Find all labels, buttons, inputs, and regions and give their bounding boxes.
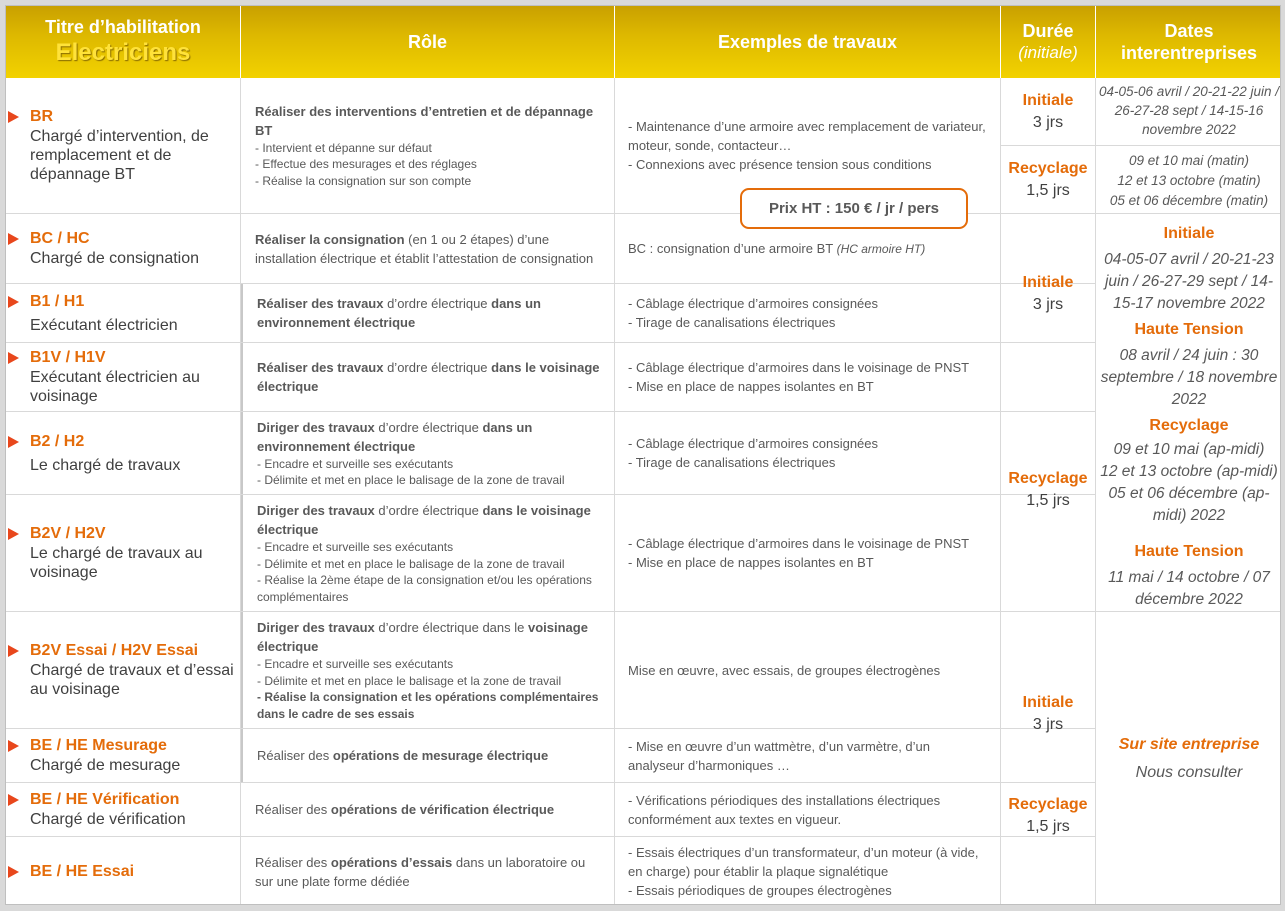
duration-cell bbox=[1001, 214, 1096, 612]
dates-text: 11 mai / 14 octobre / 07 décembre 2022 bbox=[1108, 569, 1270, 608]
role-text bbox=[257, 294, 604, 332]
header-duration bbox=[1001, 6, 1096, 78]
table-row bbox=[6, 412, 1096, 495]
dates-heading: Haute Tension bbox=[1134, 321, 1244, 338]
example-main: BC : consignation d’une armoire BT bbox=[628, 240, 837, 256]
role-text bbox=[257, 501, 604, 539]
habilitation-code: BC / HC bbox=[30, 229, 240, 249]
role-item: - Effectue des mesurages et des réglages bbox=[255, 157, 477, 172]
role-bold: Diriger des travaux bbox=[257, 419, 375, 435]
example-item: - Maintenance d’une armoire avec remplacement de variateur, moteur, sonde, contacteur… bbox=[628, 119, 986, 153]
header-dates bbox=[1096, 6, 1281, 78]
habilitation-table bbox=[5, 5, 1281, 905]
role-text bbox=[255, 800, 604, 819]
duration-cell bbox=[1001, 612, 1096, 905]
example-item: - Câblage électrique d’armoires consignées bbox=[628, 436, 879, 451]
dates-heading: Recyclage bbox=[1149, 417, 1229, 434]
example-item: - Essais périodiques de groupes électrogènes bbox=[628, 883, 892, 898]
duration-cell bbox=[1001, 78, 1096, 146]
role-text bbox=[257, 358, 604, 396]
role-bold: Diriger des travaux bbox=[257, 503, 375, 518]
duration-label: Recyclage bbox=[1008, 796, 1088, 813]
header-title bbox=[6, 6, 241, 78]
role-pre: Réaliser des bbox=[255, 802, 331, 817]
role-item: - Encadre et surveille ses exécutants bbox=[257, 456, 454, 471]
duration-value: 1,5 jrs bbox=[1026, 181, 1070, 199]
duration-value: 1,5 jrs bbox=[1026, 818, 1070, 835]
dates-text: 05 et 06 décembre (ap-midi) 2022 bbox=[1108, 485, 1270, 524]
role-item: - Réalise la consignation sur son compte bbox=[255, 173, 472, 188]
role-item: - Délimite et met en place le balisage de la zone de travail bbox=[257, 556, 565, 571]
table-row bbox=[6, 495, 1096, 612]
role-text bbox=[257, 418, 604, 456]
duration-label: Initiale bbox=[1022, 91, 1074, 109]
table-row bbox=[6, 284, 1096, 343]
example-item: - Tirage de canalisations électriques bbox=[628, 455, 836, 470]
header-examples bbox=[615, 6, 1001, 78]
dates-heading: Haute Tension bbox=[1134, 543, 1244, 560]
role-post: dans un laboratoire ou sur une plate forme dédiée bbox=[255, 854, 586, 889]
role-bold: opérations de vérification électrique bbox=[330, 802, 555, 817]
dates-text: 08 avril / 24 juin : 30 septembre / 18 novembre 2022 bbox=[1100, 347, 1278, 408]
dates-text: 12 et 13 octobre (matin) bbox=[1117, 173, 1261, 188]
role-bold: Diriger des travaux bbox=[257, 620, 375, 635]
role-mid: d’ordre électrique bbox=[383, 296, 492, 311]
dates-cell bbox=[1096, 214, 1281, 612]
header-dates-line2: interentreprises bbox=[1120, 43, 1258, 63]
role-item: - Délimite et met en place le balisage de la zone de travail bbox=[257, 473, 565, 487]
duration-label: Recyclage bbox=[1008, 159, 1088, 177]
role-bold: dans le voisinage électrique bbox=[257, 360, 600, 394]
duration-label: Recyclage bbox=[1008, 470, 1088, 487]
habilitation-title: Exécutant électricien au voisinage bbox=[30, 369, 200, 405]
table-row bbox=[6, 729, 1096, 783]
example-item: - Mise en place de nappes isolantes en BT bbox=[628, 379, 874, 394]
example-item: - Connexions avec présence tension sous conditions bbox=[628, 157, 932, 172]
habilitation-title: Le chargé de travaux au voisinage bbox=[30, 545, 203, 581]
duration-value: 3 jrs bbox=[1032, 296, 1064, 313]
role-bold: dans un environnement électrique bbox=[257, 296, 541, 330]
role-pre: Réaliser des bbox=[255, 854, 331, 870]
price-badge: Prix HT : 150 € / jr / pers bbox=[740, 188, 968, 229]
role-mid: d’ordre électrique bbox=[374, 503, 483, 518]
dates-text: Nous consulter bbox=[1135, 764, 1243, 781]
table-row bbox=[6, 783, 1096, 837]
example-item: - Câblage électrique d’armoires consignées bbox=[628, 296, 879, 311]
dates-cell bbox=[1096, 612, 1281, 905]
header-duration-sub: (initiale) bbox=[1018, 43, 1078, 62]
example-item: - Câblage électrique d’armoires dans le voisinage de PNST bbox=[628, 360, 970, 375]
example-italic: (HC armoire HT) bbox=[836, 241, 926, 256]
role-pre: Réaliser des bbox=[257, 748, 333, 763]
role-mid: d’ordre électrique bbox=[383, 360, 492, 375]
role-item: - Réalise la consignation et les opérations complémentaires dans le cadre de ses essais bbox=[257, 690, 599, 721]
example-item bbox=[628, 239, 988, 259]
role-text bbox=[255, 853, 604, 891]
example-item: - Câblage électrique d’armoires dans le voisinage de PNST bbox=[628, 536, 970, 551]
role-item: - Encadre et surveille ses exécutants bbox=[257, 540, 454, 554]
habilitation-code: B1V / H1V bbox=[30, 348, 240, 368]
dates-text: 05 et 06 décembre (matin) bbox=[1109, 193, 1269, 208]
role-bold: dans un environnement électrique bbox=[257, 419, 533, 454]
habilitation-title: Le chargé de travaux bbox=[30, 456, 181, 474]
habilitation-code: B2V / H2V bbox=[30, 524, 240, 544]
role-bold: Réaliser la consignation bbox=[255, 231, 405, 247]
dates-text: 04-05-06 avril / 20-21-22 juin / 26-27-28 sept / 14-15-16 novembre 2022 bbox=[1098, 84, 1280, 137]
habilitation-code: B2 / H2 bbox=[30, 432, 240, 452]
role-mid: d’ordre électrique dans le bbox=[374, 620, 528, 635]
dates-cell bbox=[1096, 146, 1281, 214]
header-role bbox=[241, 6, 615, 78]
duration-label: Initiale bbox=[1022, 274, 1074, 291]
habilitation-title: Chargé de vérification bbox=[30, 811, 186, 828]
role-mid: d’ordre électrique bbox=[374, 419, 483, 435]
table-row bbox=[6, 343, 1096, 412]
habilitation-code: BE / HE Vérification bbox=[30, 790, 240, 810]
role-item: - Réalise la 2ème étape de la consignation et/ou les opérations complémentaires bbox=[257, 573, 592, 604]
habilitation-code: BE / HE Essai bbox=[30, 862, 240, 882]
habilitation-code: BE / HE Mesurage bbox=[30, 736, 240, 756]
dates-text: 09 et 10 mai (matin) bbox=[1128, 153, 1250, 168]
role-bold: dans le voisinage électrique bbox=[257, 503, 591, 537]
role-bold: voisinage électrique bbox=[257, 620, 588, 654]
header-role-label: Rôle bbox=[407, 32, 447, 52]
header-title-line1: Titre d’habilitation bbox=[45, 17, 201, 37]
table-row bbox=[6, 612, 1096, 729]
header-dates-line1: Dates bbox=[1164, 21, 1214, 41]
duration-cell bbox=[1001, 146, 1096, 214]
example-item: - Essais électriques d’un transformateur, d’un moteur (à vide, en charge) pour établir la plaque signalétique bbox=[628, 845, 979, 879]
table-row bbox=[6, 837, 1096, 905]
habilitation-title: Chargé de mesurage bbox=[30, 757, 181, 774]
role-bold: opérations d’essais bbox=[330, 854, 453, 870]
duration-value: 3 jrs bbox=[1032, 716, 1064, 733]
habilitation-code: B1 / H1 bbox=[30, 292, 240, 312]
habilitation-title: Exécutant électricien bbox=[30, 316, 178, 334]
role-text bbox=[257, 618, 604, 656]
example-item: - Mise en place de nappes isolantes en BT bbox=[628, 555, 874, 570]
role-bold: Réaliser des travaux bbox=[257, 360, 384, 375]
duration-label: Initiale bbox=[1022, 694, 1074, 711]
habilitation-code: B2V Essai / H2V Essai bbox=[30, 641, 240, 661]
example-item: Mise en œuvre, avec essais, de groupes électrogènes bbox=[628, 662, 941, 678]
role-rest: (en 1 ou 2 étapes) d’une installation électrique et établit l’attestation de consignation bbox=[255, 231, 594, 266]
role-item: - Intervient et dépanne sur défaut bbox=[255, 140, 432, 155]
role-main: Réaliser des interventions d’entretien et de dépannage BT bbox=[255, 103, 594, 138]
dates-text: 04-05-07 avril / 20-21-23 juin / 26-27-29 sept / 14-15-17 novembre 2022 bbox=[1104, 251, 1274, 312]
role-bold: opérations de mesurage électrique bbox=[332, 748, 549, 763]
duration-value: 3 jrs bbox=[1032, 113, 1064, 131]
role-text bbox=[255, 230, 604, 268]
habilitation-code: BR bbox=[30, 107, 240, 127]
example-item: - Vérifications périodiques des installations électriques conformément aux textes en vigueur. bbox=[628, 792, 941, 827]
header-title-line2: Electriciens bbox=[55, 39, 191, 66]
dates-heading: Sur site entreprise bbox=[1118, 736, 1260, 753]
header-examples-label: Exemples de travaux bbox=[717, 32, 898, 52]
dates-cell bbox=[1096, 78, 1281, 146]
role-text bbox=[257, 746, 604, 765]
habilitation-title: Chargé de travaux et d’essai au voisinage bbox=[30, 662, 234, 698]
role-item: - Délimite et met en place le balisage et la zone de travail bbox=[257, 673, 562, 688]
example-item: - Tirage de canalisations électriques bbox=[628, 315, 836, 330]
role-item: - Encadre et surveille ses exécutants bbox=[257, 657, 454, 671]
habilitation-title: Chargé d’intervention, de remplacement et de dépannage BT bbox=[30, 128, 209, 183]
role-bold: Réaliser des travaux bbox=[257, 296, 384, 311]
dates-text: 12 et 13 octobre (ap-midi) bbox=[1100, 463, 1278, 480]
habilitation-title: Chargé de consignation bbox=[30, 250, 200, 267]
dates-text: 09 et 10 mai (ap-midi) bbox=[1113, 441, 1265, 458]
header-duration-label: Durée bbox=[1022, 21, 1074, 41]
example-item: - Mise en œuvre d’un wattmètre, d’un varmètre, d’un analyseur d’harmoniques … bbox=[628, 738, 931, 773]
duration-value: 1,5 jrs bbox=[1026, 492, 1070, 509]
dates-heading: Initiale bbox=[1163, 225, 1215, 242]
